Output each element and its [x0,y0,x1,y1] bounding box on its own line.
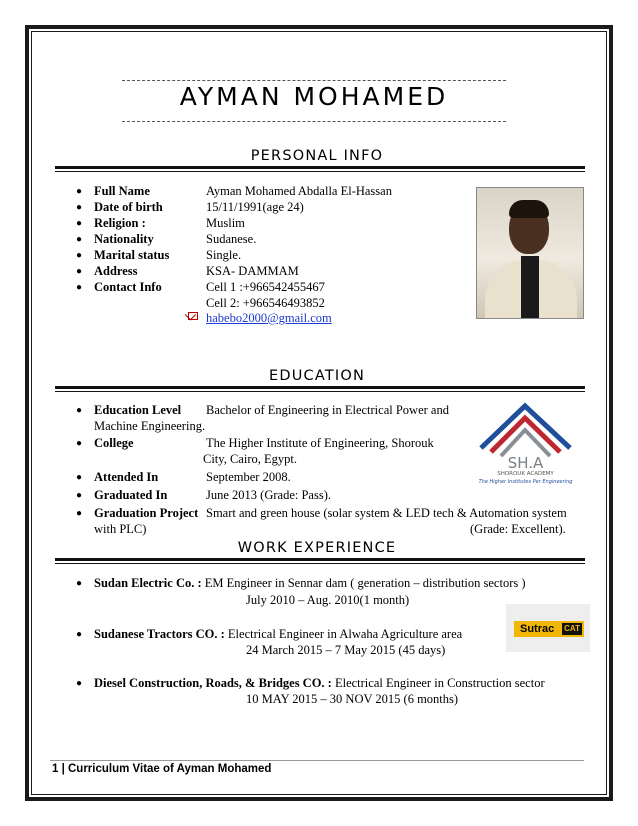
graduation-project-label: Graduation Project [94,506,199,520]
bullet: ● [76,266,83,277]
mail-icon [188,312,198,320]
job-company: Sudan Electric Co. : [94,576,202,590]
job-dates: 24 March 2015 – 7 May 2015 (45 days) [246,643,446,657]
job-item [94,576,526,591]
bullet: ● [76,234,83,245]
job-dates: July 2010 – Aug. 2010(1 month) [246,593,410,607]
religion-value: Muslim [206,216,245,230]
cat-logo-text: CAT [564,624,580,633]
bullet: ● [76,250,83,261]
bullet: ● [76,490,83,501]
work-experience-heading: WORK EXPERIENCE [237,540,397,556]
contact-info-label: Contact Info [94,280,162,294]
email-link[interactable]: habebo2000@gmail.com [206,311,332,325]
bullet: ● [76,508,83,519]
logo-small-text: The Higher Institutes Per Engineering [478,479,573,485]
nationality-value: Sudanese. [206,232,257,246]
education-level-label: Education Level [94,403,182,417]
bullet: ● [76,678,83,689]
footer-rule [50,760,584,761]
sutrac-logo-bar [514,621,584,637]
attended-label: Attended In [94,470,159,484]
bullet: ● [76,186,83,197]
job-item [94,676,545,691]
religion-label: Religion : [94,216,146,230]
bullet: ● [76,218,83,229]
bullet: ● [76,438,83,449]
sutrac-logo [506,604,590,652]
shorouk-academy-logo [467,398,584,494]
sutrac-logo-text: Sutrac [520,623,555,635]
graduation-project-value: Smart and green house (solar system & LED tech & Automation system [206,506,567,520]
graduation-project-grade: (Grade: Excellent). [470,522,566,536]
dob-value: 15/11/1991(age 24) [206,200,304,214]
cell2-value: Cell 2: +966546493852 [206,296,325,310]
education-rule-thick [55,386,585,389]
college-continued: City, Cairo, Egypt. [203,452,297,466]
personal-rule-thin [55,171,585,172]
bullet: ● [76,472,83,483]
personal-info-heading: PERSONAL INFO [250,148,384,164]
job-item [94,627,462,642]
graduation-project-continued: with PLC) [94,522,147,536]
full-name-value: Ayman Mohamed Abdalla El-Hassan [206,184,392,198]
bullet: ● [76,405,83,416]
bullet: ● [76,578,83,589]
college-value: The Higher Institute of Engineering, Shorouk [206,436,434,450]
bullet: ● [76,202,83,213]
work-rule-thick [55,558,585,561]
logo-chevrons-icon [467,398,584,458]
bullet: ● [76,629,83,640]
nationality-label: Nationality [94,232,154,246]
education-rule-thin [55,391,585,392]
full-name-label: Full Name [94,184,150,198]
cv-name-title: AYMAN MOHAMED [179,82,449,111]
job-role: Electrical Engineer in Construction sector [334,676,545,690]
logo-main-text: SH.A [507,454,544,472]
job-company: Sudanese Tractors CO. : [94,627,225,641]
page-footer: 1 | Curriculum Vitae of Ayman Mohamed [52,763,272,775]
logo-sub-text: SHOROUK ACADEMY [497,471,554,477]
attended-value: September 2008. [206,470,291,484]
job-role: EM Engineer in Sennar dam ( generation – distribution sectors ) [204,576,526,590]
name-dash-top [122,80,506,81]
job-dates: 10 MAY 2015 – 30 NOV 2015 (6 months) [246,692,459,706]
address-label: Address [94,264,138,278]
graduated-value: June 2013 (Grade: Pass). [206,488,331,502]
bullet: ● [76,282,83,293]
marital-status-label: Marital status [94,248,170,262]
job-company: Diesel Construction, Roads, & Bridges CO. : [94,676,332,690]
address-value: KSA- DAMMAM [206,264,299,278]
name-dash-bottom [122,121,506,122]
cell1-value: Cell 1 :+966542455467 [206,280,325,294]
dob-label: Date of birth [94,200,163,214]
personal-rule-thick [55,166,585,169]
education-level-value: Bachelor of Engineering in Electrical Power and [206,403,449,417]
profile-photo [476,187,584,319]
marital-status-value: Single. [206,248,242,262]
education-level-continued: Machine Engineering. [94,419,206,433]
college-label: College [94,436,134,450]
work-rule-thin [55,563,585,564]
job-role: Electrical Engineer in Alwaha Agriculture area [227,627,463,641]
graduated-label: Graduated In [94,488,168,502]
education-heading: EDUCATION [268,368,366,384]
